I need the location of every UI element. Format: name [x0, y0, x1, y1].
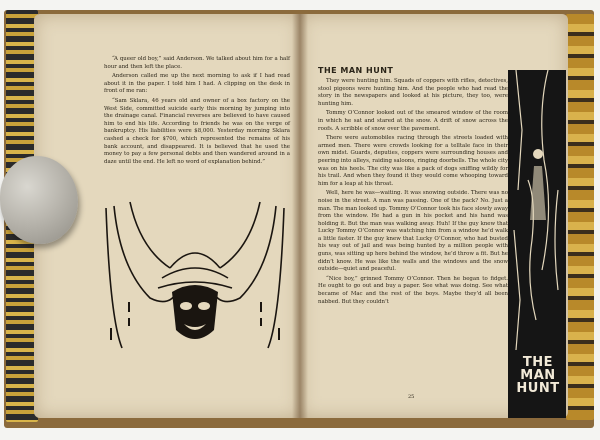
right-paragraph-5: “Nice boy,” grinned Tommy O’Connor. Then he began to fidget. He ought to go out and buy a paper. See what was doing. See what became of Mac and the rest of the boys. Maybe they’d all been nabbed. But they couldn’t	[318, 275, 508, 305]
woodcut-title-line-2: MAN	[520, 368, 556, 383]
running-head: THE MAN HUNT	[318, 66, 394, 75]
right-page-edges	[566, 14, 594, 420]
page-number: 25	[408, 394, 415, 400]
right-paragraph-1: They were hunting him. Squads of coppers with rifles, detectives, stool pigeons were hunting him. And the people who had read the story in the newspapers and looked at his picture, they too, were hunting him.	[318, 78, 508, 107]
book-gutter	[292, 14, 308, 418]
left-paragraph-1: “A queer old boy,” said Anderson. We talked about him for a half hour and then left the place.	[104, 56, 290, 70]
right-page-text	[318, 78, 508, 308]
left-page-text	[104, 56, 290, 168]
mask-illustration	[100, 198, 290, 368]
woodcut-title-line-3: HUNT	[516, 381, 560, 396]
right-paragraph-2: Tommy O’Connor looked out of the smeared window of the room in which he sat and stared at the snow. A drift of snow across the roofs. A scribble of snow over the pavement.	[318, 110, 508, 132]
stone-paperweight	[0, 156, 78, 244]
right-paragraph-3: There were automobiles racing through the streets loaded with armed men. There were crowds looking for a telltale face in their own midst. Guards, deputies, coppers were surrounding houses and peering into alleys, raiding saloons, ringing doorbells. The whole city was on his heels. The city was like a pack of dogs sniffing wildly for his trail. And when they found it they would come whooping toward him for a leap at his throat.	[318, 135, 508, 187]
woodcut-title	[512, 356, 564, 395]
left-paragraph-2: Anderson called me up the next morning to ask if I had read about it in the paper. I told him I had. A clipping on the desk in front of me ran:	[104, 73, 290, 95]
right-paragraph-4: Well, here he was—waiting. It was snowing outside. There was no noise in the street. A man was passing. One of the pack? No. Just a man. The man looked up. Tommy O’Connor took his face slowly away from the window. He had a gun in his pocket and his hand was holding it. But the man was walking away. Huh! If the guy knew that Lucky Tommy O’Connor was watching him from a window he’d walk a little faster. If the guy knew that Lucky O’Connor, who had busted his way out of jail and was being hunted by a million people with guns, was sitting up here behind the window, he’d throw a fit. But he didn’t know. He was like the walls and the windows and the snow outside—quiet and peaceful.	[318, 190, 508, 273]
woodcut-title-line-1: THE	[522, 355, 554, 370]
left-paragraph-3: “Sam Sklara, 46 years old and owner of a box factory on the West Side, committed suicide early this morning by jumping into the drainage canal. Financial reverses are believed to have caused him to end his life. According to friends he was on the verge of bankruptcy. His liabilities were $8,000. Yesterday morning Sklara cashed a check for $700, which represented the remains of his bank account, and disappeared. It is believed that he used the money to pay a few personal debts and then wandered around in a daze until the end. He left no word of explanation behind.”	[104, 97, 290, 165]
